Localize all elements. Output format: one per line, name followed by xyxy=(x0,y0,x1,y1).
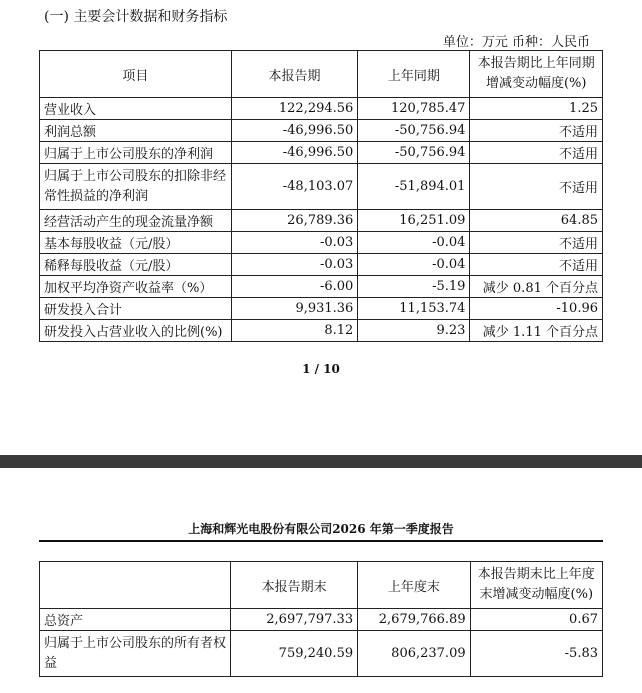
cell-current: -46,996.50 xyxy=(231,142,358,164)
cell-period-end: 2,697,797.33 xyxy=(231,609,358,631)
cell-change: -10.96 xyxy=(470,298,603,320)
table-row xyxy=(40,631,603,677)
table-header-row xyxy=(40,562,603,609)
cell-current: -0.03 xyxy=(231,254,358,276)
cell-current: -46,996.50 xyxy=(231,120,358,142)
row-label: 研发投入合计 xyxy=(40,298,232,320)
cell-current: -0.03 xyxy=(231,232,358,254)
cell-prior: -0.04 xyxy=(358,232,470,254)
cell-prior: 11,153.74 xyxy=(358,298,470,320)
header-prior-period: 上年同期 xyxy=(358,51,470,98)
row-label: 加权平均净资产收益率（%） xyxy=(40,276,232,298)
header-period-end: 本报告期末 xyxy=(231,562,358,609)
table-row xyxy=(40,164,603,210)
table-header-row xyxy=(40,51,603,98)
page-number: 1 / 10 xyxy=(302,362,340,376)
cell-change: 不适用 xyxy=(470,120,603,142)
row-label: 总资产 xyxy=(40,609,231,631)
header-prior-year-end: 上年度末 xyxy=(358,562,471,609)
cell-change: 不适用 xyxy=(470,254,603,276)
cell-prior-year-end: 806,237.09 xyxy=(358,631,471,677)
cell-prior: -5.19 xyxy=(358,276,470,298)
cell-change: 0.67 xyxy=(470,609,602,631)
cell-prior: 16,251.09 xyxy=(358,210,470,232)
cell-change: 64.85 xyxy=(470,210,603,232)
header-change-pct: 本报告期末比上年度末增减变动幅度(%) xyxy=(470,562,602,609)
header-current-period: 本报告期 xyxy=(231,51,358,98)
cell-prior: -50,756.94 xyxy=(358,120,470,142)
header-change-pct: 本报告期比上年同期增减变动幅度(%) xyxy=(470,51,603,98)
page-separator xyxy=(0,455,642,468)
table-row xyxy=(40,609,603,631)
table-row xyxy=(40,210,603,232)
cell-prior: -0.04 xyxy=(358,254,470,276)
cell-current: 26,789.36 xyxy=(231,210,358,232)
cell-current: 9,931.36 xyxy=(231,298,358,320)
table-row xyxy=(40,298,603,320)
row-label: 归属于上市公司股东的扣除非经常性损益的净利润 xyxy=(40,164,232,210)
unit-currency-line: 单位：万元 币种：人民币 xyxy=(442,35,590,50)
cell-current: -6.00 xyxy=(231,276,358,298)
cell-change: 减少 0.81 个百分点 xyxy=(470,276,603,298)
balance-indicators-table xyxy=(39,561,603,677)
table-row xyxy=(40,142,603,164)
cell-prior-year-end: 2,679,766.89 xyxy=(358,609,471,631)
financial-indicators-table xyxy=(39,50,603,342)
report-header: 上海和辉光电股份有限公司2026 年第一季度报告 xyxy=(188,522,454,536)
table-row xyxy=(40,320,603,342)
table-row xyxy=(40,254,603,276)
header-item xyxy=(40,562,231,609)
cell-change: 减少 1.11 个百分点 xyxy=(470,320,603,342)
header-item: 项目 xyxy=(40,51,232,98)
cell-change: 不适用 xyxy=(470,164,603,210)
row-label: 基本每股收益（元/股） xyxy=(40,232,232,254)
cell-current: 122,294.56 xyxy=(231,98,358,120)
row-label: 归属于上市公司股东的所有者权益 xyxy=(40,631,231,677)
cell-period-end: 759,240.59 xyxy=(231,631,358,677)
header-divider xyxy=(39,540,603,542)
table-row xyxy=(40,98,603,120)
table-row xyxy=(40,232,603,254)
cell-change: -5.83 xyxy=(470,631,602,677)
cell-prior: -51,894.01 xyxy=(358,164,470,210)
cell-prior: -50,756.94 xyxy=(358,142,470,164)
section-title: (一) 主要会计数据和财务指标 xyxy=(44,9,228,25)
cell-prior: 9.23 xyxy=(358,320,470,342)
row-label: 利润总额 xyxy=(40,120,232,142)
cell-change: 不适用 xyxy=(470,232,603,254)
row-label: 经营活动产生的现金流量净额 xyxy=(40,210,232,232)
row-label: 营业收入 xyxy=(40,98,232,120)
row-label: 研发投入占营业收入的比例(%) xyxy=(40,320,232,342)
table-row xyxy=(40,276,603,298)
cell-current: -48,103.07 xyxy=(231,164,358,210)
cell-current: 8.12 xyxy=(231,320,358,342)
cell-prior: 120,785.47 xyxy=(358,98,470,120)
cell-change: 不适用 xyxy=(470,142,603,164)
row-label: 归属于上市公司股东的净利润 xyxy=(40,142,232,164)
row-label: 稀释每股收益（元/股） xyxy=(40,254,232,276)
cell-change: 1.25 xyxy=(470,98,603,120)
table-row xyxy=(40,120,603,142)
